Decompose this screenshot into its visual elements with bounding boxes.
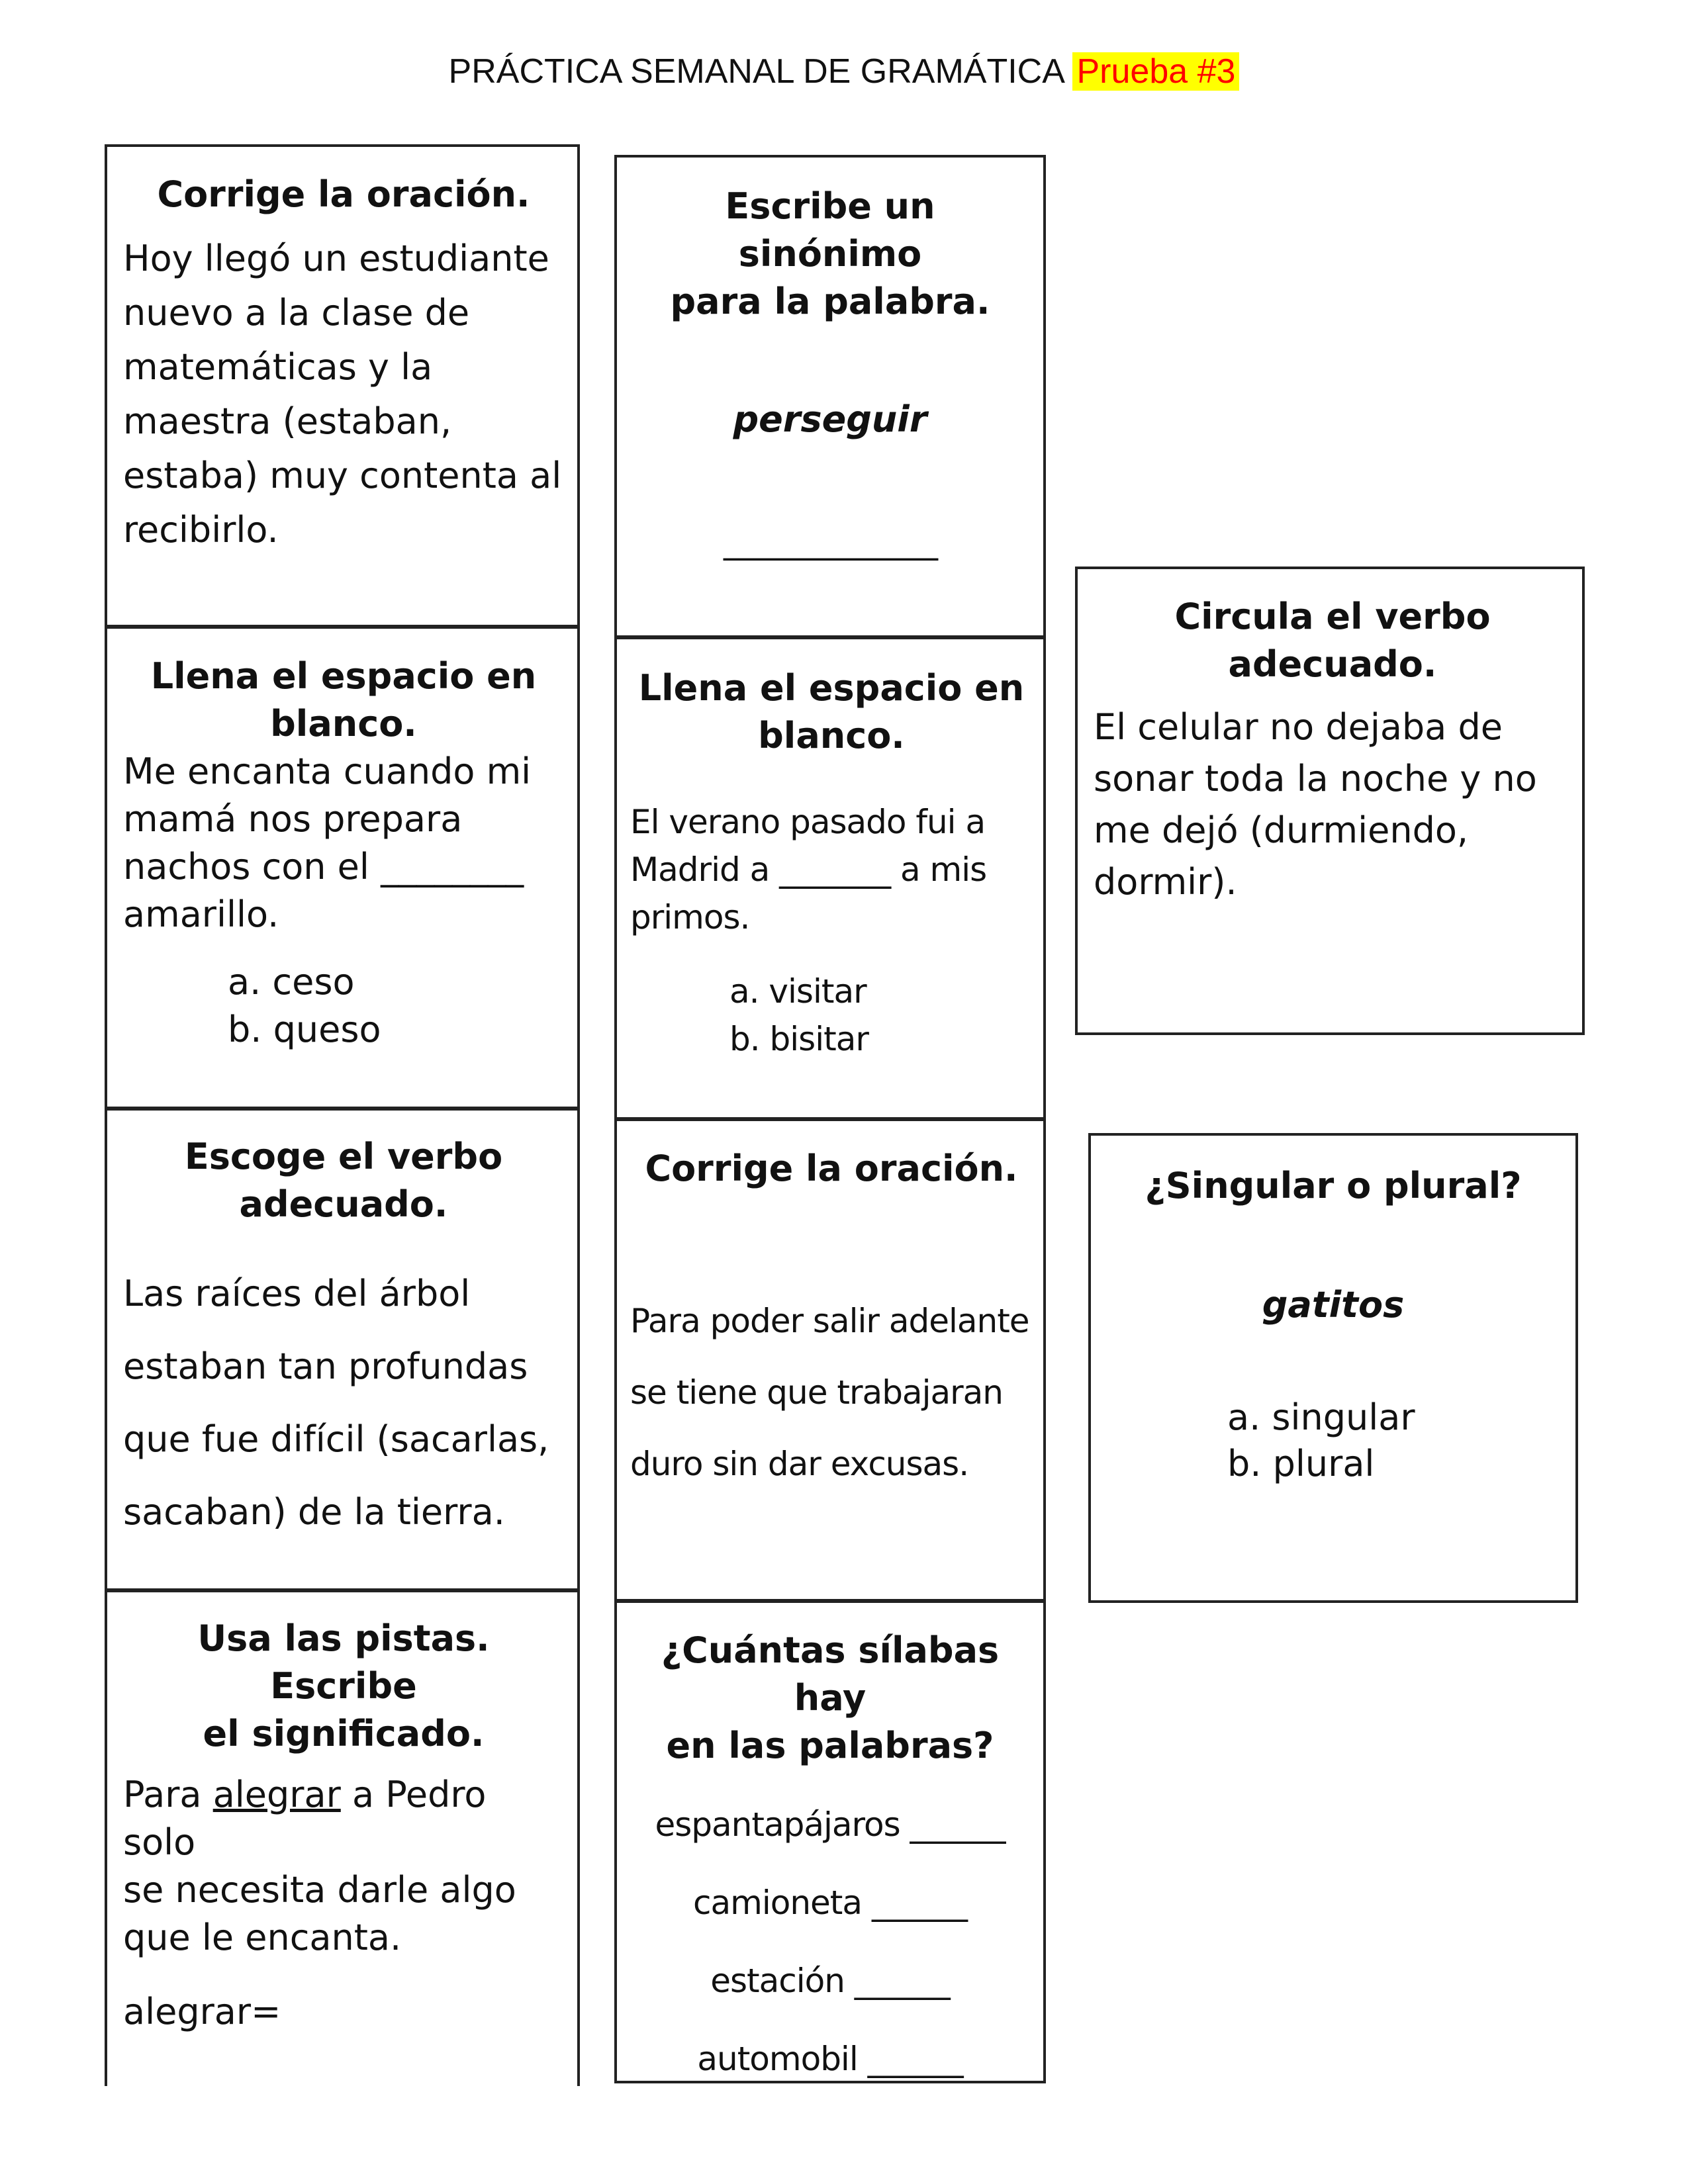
option-b[interactable]: b. bisitar (729, 1020, 868, 1058)
body-line: Hoy llegó un estudiante (123, 238, 549, 279)
card-heading: ¿Singular o plural? (1145, 1165, 1522, 1206)
heading-line: Escoge el verbo (184, 1136, 503, 1177)
card-heading (123, 1615, 564, 1758)
card-cuantas-silabas (614, 1600, 1046, 2083)
heading-line: Llena el espacio en (638, 667, 1025, 709)
body-line: se necesita darle algo (123, 1869, 516, 1911)
card-llena-espacio-1 (105, 626, 580, 1109)
card-body (630, 1285, 1033, 1500)
text-part: a Pedro solo (123, 1774, 487, 1863)
heading-line: en las palabras? (666, 1725, 994, 1766)
body-line: El verano pasado fui a (630, 803, 986, 841)
card-heading (630, 664, 1033, 760)
card-circula-verbo (1075, 567, 1585, 1035)
target-word: perseguir (733, 398, 927, 440)
body-line: El celular no dejaba de (1094, 706, 1503, 748)
answer-options (1102, 1394, 1565, 1487)
card-body (123, 748, 564, 938)
underlined-word: alegrar (212, 1774, 341, 1815)
heading-line: el significado. (203, 1713, 485, 1754)
syllable-list (628, 1786, 1033, 2098)
card-escribe-sinonimo (614, 155, 1046, 638)
option-b[interactable]: b. plural (1227, 1443, 1375, 1484)
body-line: primos. (630, 898, 750, 936)
answer-label[interactable]: alegrar= (123, 1991, 281, 2032)
heading-line: adecuado. (239, 1183, 448, 1225)
card-heading (628, 1627, 1033, 1770)
body-line: sacaban) de la tierra. (123, 1491, 505, 1533)
body-line: amarillo. (123, 893, 279, 935)
card-heading (1094, 593, 1571, 688)
body-line: dormir). (1094, 861, 1237, 903)
body-line: se tiene que trabajaran (630, 1373, 1003, 1412)
body-line: nachos con el ________ (123, 846, 524, 887)
body-line: Para poder salir adelante (630, 1302, 1029, 1340)
heading-line: ¿Cuántas sílabas hay (661, 1629, 1000, 1719)
card-body (1094, 702, 1571, 908)
body-line: estaban tan profundas (123, 1345, 528, 1387)
title-text: PRÁCTICA SEMANAL DE GRAMÁTICA (448, 52, 1064, 91)
heading-line: adecuado. (1228, 643, 1437, 685)
answer-blank[interactable]: ______________ (724, 522, 937, 561)
card-body (123, 1257, 564, 1549)
body-line (123, 1771, 564, 1866)
option-a[interactable]: a. ceso (228, 961, 355, 1003)
card-heading (123, 1133, 564, 1228)
option-b[interactable]: b. queso (228, 1009, 381, 1050)
word-row[interactable]: estación ______ (710, 1962, 950, 2000)
body-line: sonar toda la noche y no (1094, 758, 1537, 799)
body-line: Me encanta cuando mi (123, 751, 532, 792)
card-llena-espacio-2 (614, 637, 1046, 1120)
card-singular-plural (1088, 1133, 1578, 1603)
word-row[interactable]: automobil ______ (697, 2040, 963, 2078)
word-row[interactable]: camioneta ______ (693, 1884, 967, 1922)
card-heading (628, 183, 1033, 326)
body-line: maestra (estaban, (123, 400, 452, 442)
body-line: que le encanta. (123, 1917, 402, 1958)
card-body (123, 1771, 564, 2036)
card-corrige-oracion-1 (105, 144, 580, 627)
body-line: recibirlo. (123, 509, 279, 551)
heading-line: Usa las pistas. Escribe (197, 1617, 490, 1707)
body-line: mamá nos prepara (123, 798, 463, 840)
heading-line: blanco. (270, 703, 417, 745)
card-body (630, 798, 1033, 941)
heading-line: Circula el verbo (1174, 596, 1491, 637)
body-line: nuevo a la clase de (123, 292, 470, 334)
card-body (123, 232, 564, 557)
body-line: me dejó (durmiendo, (1094, 809, 1469, 851)
option-a[interactable]: a. singular (1227, 1396, 1415, 1438)
body-line: estaba) muy contenta al (123, 455, 562, 496)
option-a[interactable]: a. visitar (729, 972, 867, 1011)
card-heading: Corrige la oración. (645, 1148, 1018, 1189)
text-part: Para (123, 1774, 213, 1815)
card-heading (123, 653, 564, 748)
heading-line: Llena el espacio en (150, 655, 537, 697)
page-title (0, 52, 1688, 91)
heading-line: para la palabra. (670, 281, 990, 322)
card-usa-pistas (105, 1590, 580, 2086)
card-corrige-oracion-2 (614, 1118, 1046, 1602)
heading-line: blanco. (758, 715, 905, 756)
body-line: Madrid a _______ a mis (630, 850, 987, 889)
body-line: Las raíces del árbol (123, 1273, 471, 1314)
card-heading: Corrige la oración. (157, 173, 530, 215)
body-line: matemáticas y la (123, 346, 433, 388)
body-line: que fue difícil (sacarlas, (123, 1418, 549, 1460)
answer-options (123, 958, 564, 1054)
word-row[interactable]: espantapájaros ______ (655, 1805, 1006, 1844)
target-word: gatitos (1262, 1284, 1405, 1326)
card-escoge-verbo (105, 1108, 580, 1591)
body-line: duro sin dar excusas. (630, 1445, 969, 1483)
answer-options (630, 968, 1033, 1063)
heading-line: Escribe un sinónimo (725, 185, 935, 275)
test-number-highlight: Prueba #3 (1072, 52, 1239, 91)
